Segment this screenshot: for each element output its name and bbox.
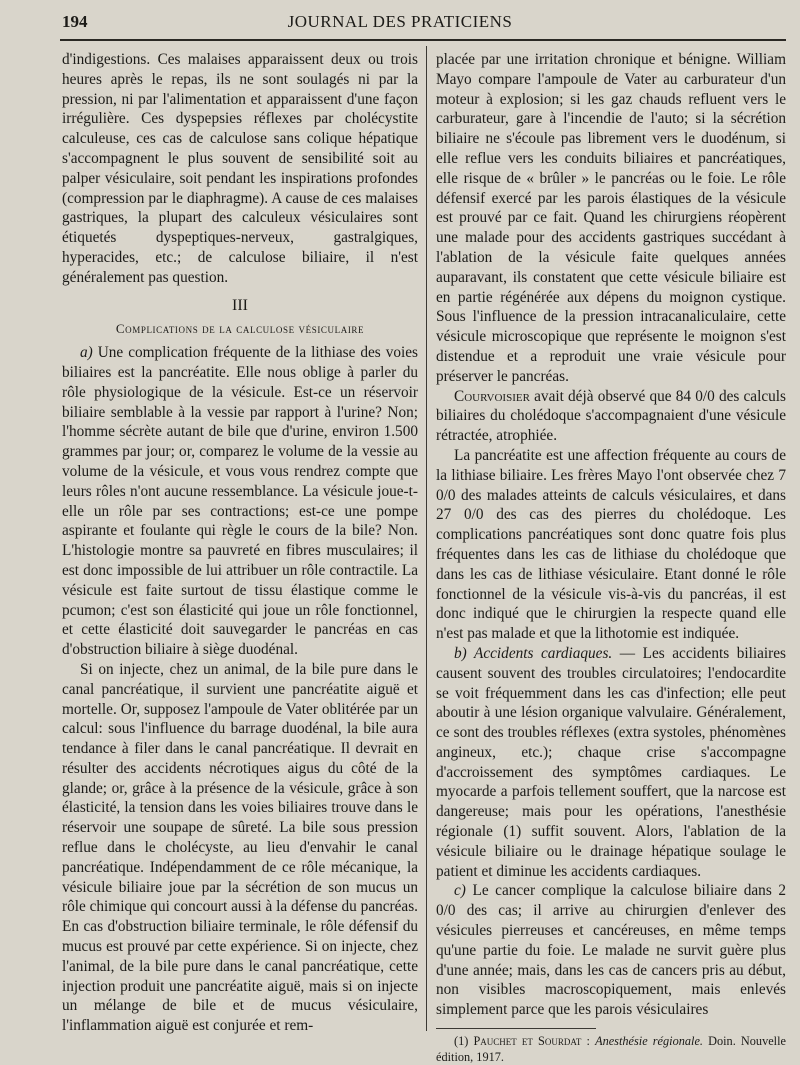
footnote-authors: Pauchet et Sourdat bbox=[473, 1034, 582, 1049]
paragraph-b-text: — Les accidents biliaires causent souvent des troubles circulatoires; l'endocardite se voit fréquemment dans les cas d'infection; elle peut aboutir à une lésion organique valvulaire. Généralement, ce sont des troubles réflexes (extra systoles, phénomènes angineux, etc.); chaque crise s'accompagne d'accroissement des symptômes cardiaques. Le myocarde a parfois tellement souffert, que la narcose est dangereuse; mais pour les opérations, l'anesthésie régionale (1) suffit souvent. Alors, l'ablation de la vésicule biliaire ou le drainage hépatique soulage le patient et diminue les accidents cardiaques. bbox=[436, 644, 786, 880]
paragraph-injection: Si on injecte, chez un animal, de la bile pure dans le canal pancréatique, il survient une pancréatite aiguë et mortelle. Or, supposez l'ampoule de Vater oblitérée par un calcul: sous l'influence du barrage duodénal, la bile aura tendance à filer dans le canal pancréatique. Il devrait en résulter des accidents nécrotiques aigus du côté de la glande; or, grâce à la présence de la vésicule, grâce à son élasticité, la tension dans les voies biliaires trouve dans le réservoir une soupape de sûreté. La bile sous pression reflue dans le cholécyste, au lieu d'envahir le canal pancréatique. Indépendamment de ce rôle mécanique, la vésicule biliaire joue par la sécrétion de son mucus un rôle chimique qui concourt aussi à la défense du pancréas. En cas d'obstruction biliaire terminale, le rôle défensif du mucus est prouvé par cette expérience. Si on injecte, chez l'animal, de la bile pure dans le canal pancréatique, cette injection produit une pancréatite aiguë, mais si on injecte un mélange de bile et de mucus vésiculaire, l'inflammation aiguë est conjurée et rem- bbox=[62, 660, 418, 1035]
footnote-mark: (1) bbox=[454, 1034, 469, 1049]
paragraph-mayo: placée par une irritation chronique et bénigne. William Mayo compare l'ampoule de Vater au carburateur d'un moteur à explosion; si les gaz chauds refluent vers le carburateur, gare à l'incendie de l'auto; si la sécrétion biliaire ne s'écoule pas librement vers le duodénum, si elle reflue vers les conduits biliaires et pancréatiques, elle risque de « brûler » le pancréas ou le foie. Le rôle défensif exercé par les parois élastiques de la vésicule est prouvé par ce fait. Quand les chirurgiens réopèrent une malade pour des accidents gastriques succédant à l'ablation de la vésicule faite quelques années auparavant, ils constatent que cette vésicule biliaire est en partie régénérée aux dépens du moignon cystique. Sous l'influence de la pression intracanaliculaire, cette vésicule microscopique que représente le moignon s'est distendue et a reproduit une vraie vésicule pour préserver le pancréas. bbox=[436, 51, 786, 385]
paragraph-b-label: b) Accidents cardiaques. bbox=[454, 644, 613, 662]
right-column bbox=[436, 50, 786, 1065]
paragraph-c bbox=[436, 881, 786, 1020]
footnote-rule bbox=[436, 1028, 596, 1029]
author-courvoisier: Courvoisier bbox=[454, 387, 530, 405]
running-title: JOURNAL DES PRATICIENS bbox=[287, 12, 513, 31]
section-number: III bbox=[232, 296, 248, 314]
paragraph-pancreatite: La pancréatite est une affection fréquente au cours de la lithiase biliaire. Les frères Mayo l'ont observée chez 7 0/0 des malades atteints de calculs vésiculaires, et dans 27 0/0 des cas des pierres du cholédoque. Les complications pancréatiques sont donc quatre fois plus fréquentes dans les cas de lithiase du cholédoque que dans les cas de lithiase vésiculaire. Etant donné le rôle fonctionnel de la vésicule vis-à-vis du pancréas, il est donc indiqué que le chirurgien la respecte quand elle n'est pas malade et que la lithotomie est indiquée. bbox=[436, 446, 786, 643]
paragraph-c-label: c) bbox=[454, 882, 466, 900]
column-divider bbox=[426, 46, 427, 1031]
paragraph-a bbox=[62, 343, 418, 660]
paragraph-a-text: Une complication fréquente de la lithiase des voies biliaires est la pancréatite. Elle nous oblige à parler du rôle physiologique de la vésicule. Est-ce un réservoir biliaire semblable à la vessie par rapport à l'urine? Non; l'homme sécrète autant de bile que d'urine, environ 1.500 grammes par jour; or, comparez le volume de la vessie au volume de la vésicule, et vous vous rendrez compte que leurs rôles n'ont aucune ressemblance. La vésicule joue-t-elle un rôle par ses contractions; est-ce une pompe aspirante et foulante qui règle le cours de la bile? Non. L'histologie montre sa pauvreté en fibres musculaires; il est donc impossible de lui attribuer un rôle contractile. La vésicule est faite surtout de tissu élastique comme le pcumon; c'est son élasticité qui joue un rôle fonctionnel, et cette élasticité doit sauvegarder le pancréas en cas d'obstruction biliaire à siège duodénal. bbox=[62, 344, 418, 659]
footnote-title: Anesthésie régionale. bbox=[595, 1034, 703, 1049]
paragraph-c-text: Le cancer complique la calculose biliaire dans 2 0/0 des cas; il arrive au chirurgien d'enlever des vésicules pierreuses et cancéreuses, en même temps qu'une partie du foie. Le malade ne survit guère plus d'une année; mais, dans les cas de cancers pris au début, non visibles macroscopiquement, mais enlevés simplement parce que les parois vésiculaires bbox=[436, 882, 786, 1019]
header-rule bbox=[60, 39, 786, 41]
page-number: 194 bbox=[62, 12, 88, 31]
footnote-rest: Doin. Nouvelle édition, 1917. bbox=[436, 1034, 786, 1065]
paragraph-courvoisier bbox=[436, 387, 786, 446]
section-title: Complications de la calculose vésiculaire bbox=[115, 321, 365, 337]
paragraph-a-label: a) bbox=[80, 344, 93, 362]
intro-paragraph: d'indigestions. Ces malaises apparaissent deux ou trois heures après le repas, ils ne sont soulagés ni par la pression, ni par l'alimentation et apparaissent d'une façon irrégulière. Ces dyspepsies réflexes par cholécystite calculeuse, ces cas de calculose sans colique hépatique s'accompagnent le plus souvent de sensibilité soit au palper vésiculaire, soit pendant les inspirations profondes (compression par le diaphragme). A cause de ces malaises gastriques, la plupart des calculeux vésiculaires sont étiquetés dyspeptiques-nerveux, gastralgiques, hyperacides, etc.; de calculose biliaire, il n'est généralement pas question. bbox=[62, 51, 418, 286]
footnote: (1) Pauchet et Sourdat : Anesthésie régionale. Doin. Nouvelle édition, 1917. bbox=[436, 1034, 786, 1065]
paragraph-b bbox=[436, 644, 786, 882]
paragraph-courvoisier-text: avait déjà observé que 84 0/0 des calculs biliaires du cholédoque s'accompagnaient d'une vésicule rétractée, atrophiée. bbox=[436, 387, 786, 445]
left-column bbox=[62, 50, 418, 1036]
